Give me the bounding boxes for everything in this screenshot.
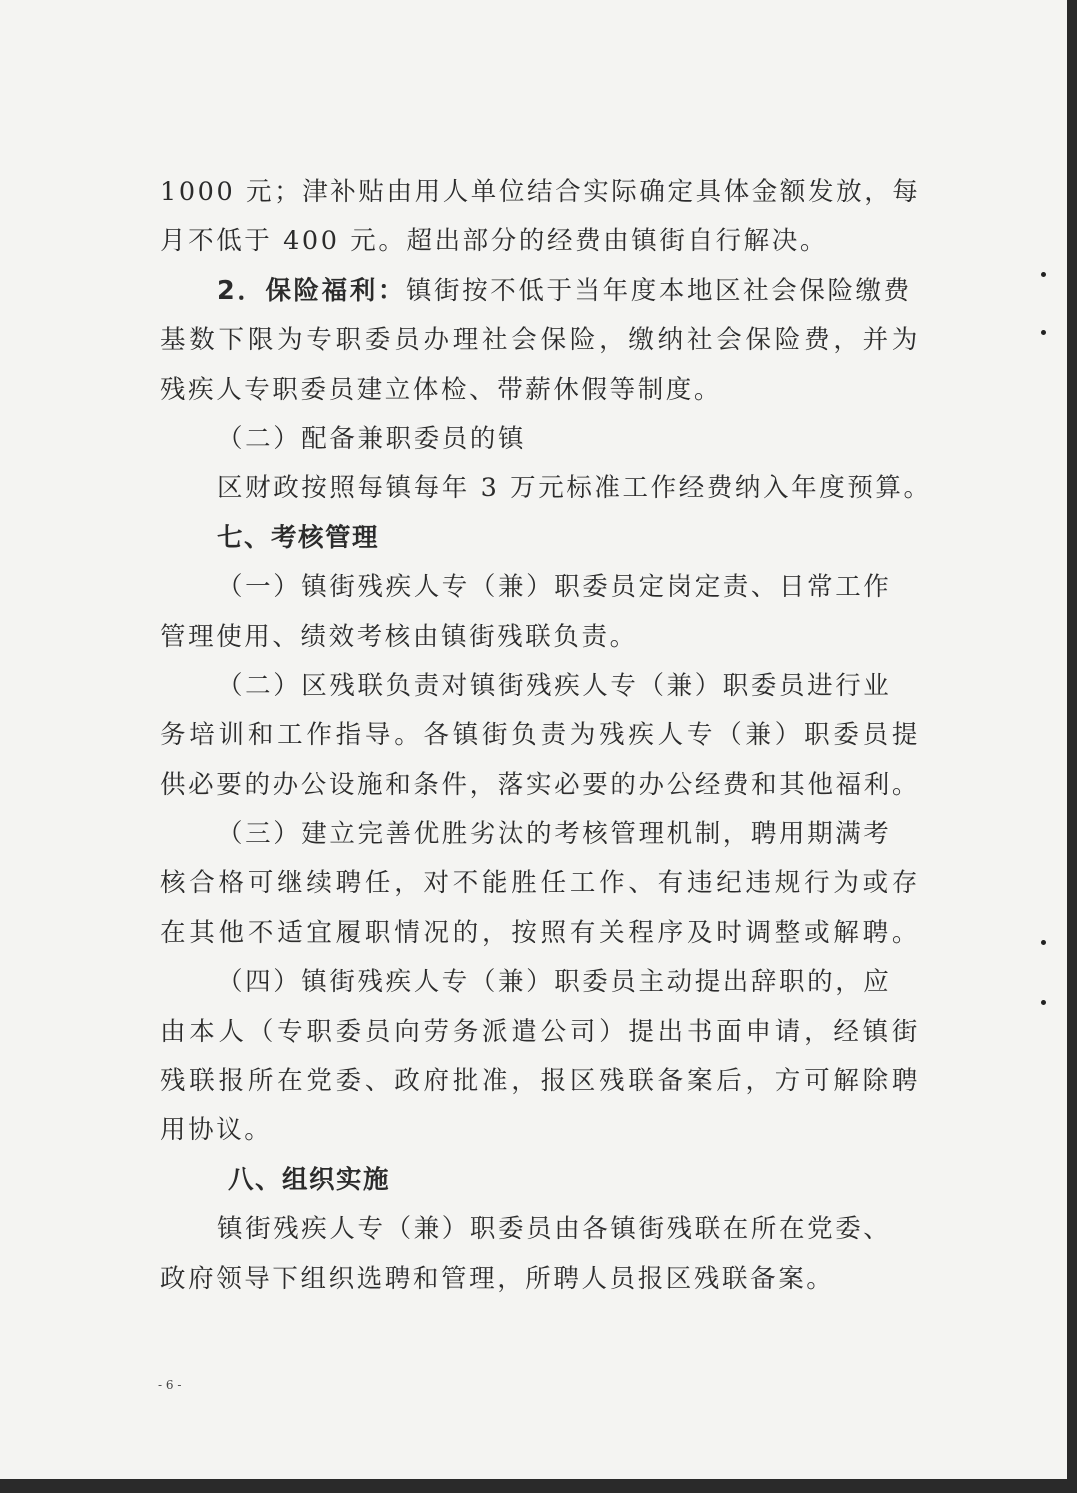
paragraph-line: 用协议。 (160, 1115, 273, 1146)
scan-speck (1041, 1000, 1046, 1005)
paragraph-line: 核合格可继续聘任，对不能胜任工作、有违纪违规行为或存 (160, 868, 920, 899)
paragraph-line: 供必要的办公设施和条件，落实必要的办公经费和其他福利。 (160, 769, 920, 800)
paragraph-line: 残疾人专职委员建立体检、带薪休假等制度。 (160, 374, 723, 405)
insurance-heading: 2．保险福利： (217, 275, 406, 306)
paragraph-line: 镇街残疾人专（兼）职委员由各镇街残联在所在党委、 (217, 1214, 892, 1245)
paragraph-line: 在其他不适宜履职情况的，按照有关程序及时调整或解聘。 (160, 917, 920, 948)
subsection-heading: （二）配备兼职委员的镇 (217, 423, 527, 454)
paragraph-line: 月不低于 400 元。超出部分的经费由镇街自行解决。 (160, 226, 828, 257)
paragraph-line: 管理使用、绩效考核由镇街残联负责。 (160, 621, 638, 652)
paragraph-line: 由本人（专职委员向劳务派遣公司）提出书面申请，经镇街 (160, 1016, 920, 1047)
scan-speck (1041, 330, 1046, 335)
section-heading-assessment: 七、考核管理 (217, 522, 380, 553)
paragraph-line: 政府领导下组织选聘和管理，所聘人员报区残联备案。 (160, 1263, 835, 1294)
insurance-text: 镇街按不低于当年度本地区社会保险缴费 (405, 275, 912, 306)
paragraph-line: 基数下限为专职委员办理社会保险，缴纳社会保险费，并为 (160, 325, 920, 356)
paragraph-line: 区财政按照每镇每年 3 万元标准工作经费纳入年度预算。 (217, 473, 932, 504)
paragraph-line: 1000 元；津补贴由用人单位结合实际确定具体金额发放，每 (160, 177, 921, 207)
scan-speck (1041, 272, 1046, 277)
section-heading-implementation: 八、组织实施 (228, 1164, 391, 1195)
paragraph-line (160, 267, 920, 316)
page-number: - 6 - (158, 1378, 182, 1392)
paragraph-line: 务培训和工作指导。各镇街负责为残疾人专（兼）职委员提 (160, 720, 920, 751)
document-body (160, 168, 932, 1304)
paragraph-line: （四）镇街残疾人专（兼）职委员主动提出辞职的，应 (217, 967, 892, 998)
scan-edge-bottom (0, 1479, 1077, 1493)
paragraph-line: （三）建立完善优胜劣汰的考核管理机制，聘用期满考 (217, 819, 892, 850)
paragraph-line: 残联报所在党委、政府批准，报区残联备案后，方可解除聘 (160, 1066, 920, 1097)
scan-edge-right (1067, 0, 1077, 1493)
scan-speck (1041, 940, 1046, 945)
paragraph-line: （一）镇街残疾人专（兼）职委员定岗定责、日常工作 (217, 572, 892, 603)
paragraph-line: （二）区残联负责对镇街残疾人专（兼）职委员进行业 (217, 670, 892, 701)
